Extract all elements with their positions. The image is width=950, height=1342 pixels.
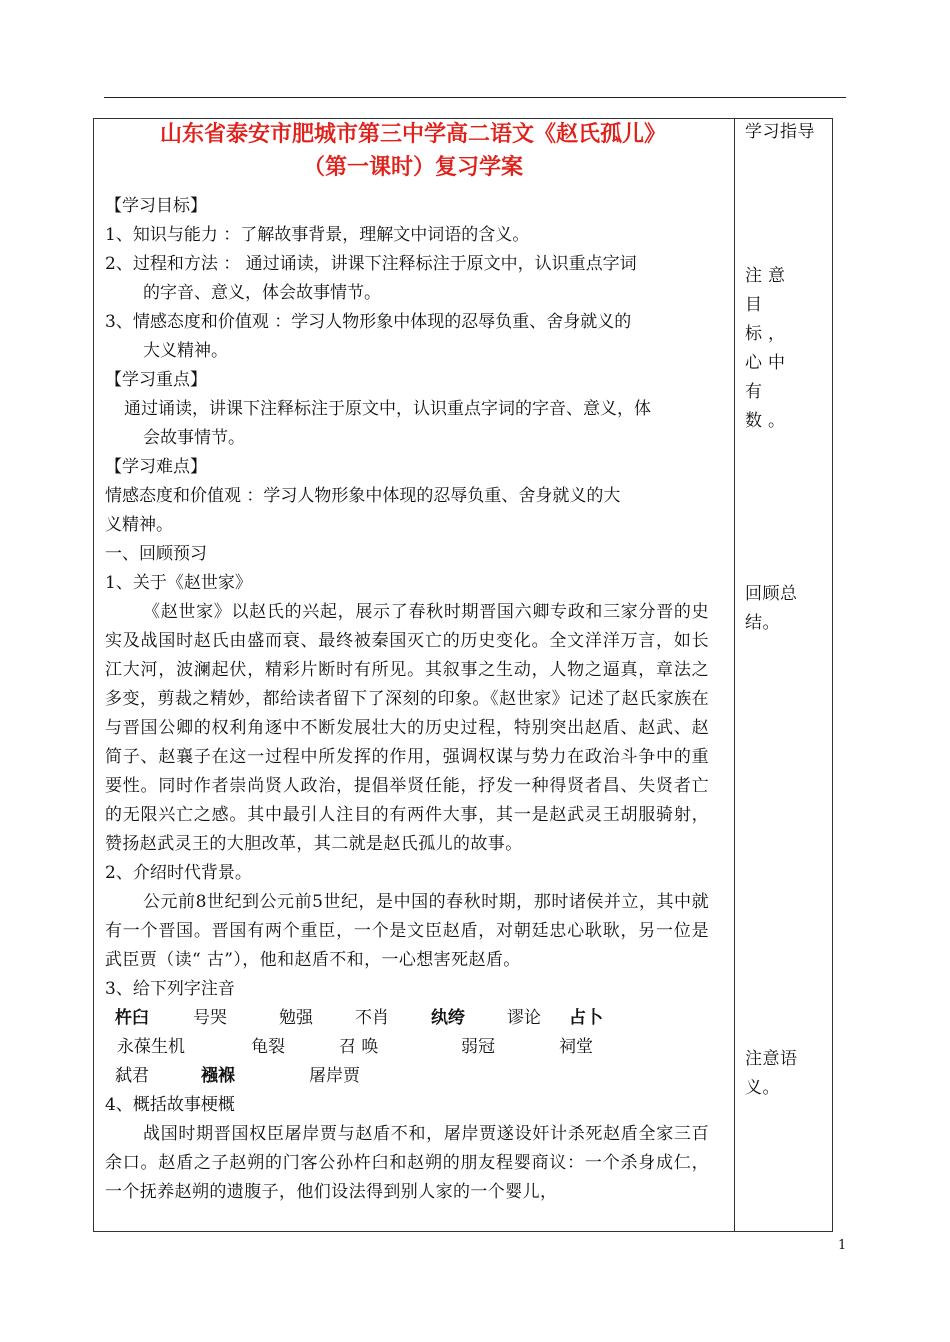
side-note-review: 回顾总结。 — [745, 584, 798, 633]
pinyin-word: 襁褓 — [201, 1066, 235, 1086]
document-title-line1: 山东省泰安市肥城市第三中学高二语文《赵氏孤儿》 — [159, 121, 666, 147]
pinyin-word: 弑君 — [115, 1066, 149, 1086]
pinyin-word: 永葆生机 — [117, 1037, 185, 1057]
item-zhao-family: 1、关于《赵世家》 — [105, 573, 252, 593]
side-note-guide: 学习指导 — [745, 122, 815, 142]
page-number: 1 — [838, 1238, 847, 1253]
goals-header: 【学习目标】 — [105, 196, 207, 216]
pinyin-word: 纨绔 — [431, 1008, 465, 1028]
focus-line2: 会故事情节。 — [143, 428, 245, 448]
pinyin-word: 谬论 — [507, 1008, 541, 1028]
item-background: 2、介绍时代背景。 — [105, 863, 252, 883]
summary-paragraph: 战国时期晋国权臣屠岸贾与赵盾不和，屠岸贾遂设奸计杀死赵盾全家三百余口。赵盾之子赵朔的门客公孙杵臼和赵朔的朋友程婴商议：一个杀身成仁，一个抚养赵朔的遗腹子，他们设法得到别人家的一个婴儿， — [105, 1124, 709, 1202]
pinyin-word: 杵臼 — [115, 1008, 149, 1028]
item-pinyin: 3、给下列字注音 — [105, 979, 235, 999]
document-title-line2: （第一课时）复习学案 — [302, 154, 523, 180]
pinyin-word: 召 唤 — [339, 1037, 379, 1057]
pinyin-row-3 — [105, 1062, 709, 1091]
side-note-goals: 注意目标，心中有数。 — [745, 266, 791, 431]
goal-emotion-line1: 3、情感态度和价值观 ：学习人物形象中体现的忍辱负重、舍身就义的 — [105, 312, 632, 332]
pinyin-word: 祠堂 — [559, 1037, 593, 1057]
pinyin-row-2 — [105, 1033, 709, 1062]
background-paragraph: 公元前8世纪到公元前5世纪，是中国的春秋时期，那时诸侯并立，其中就有一个晋国。晋国有两个重臣，一个是文臣赵盾，对朝廷忠心耿耿，另一位是武臣贾（读“ 古”），他和赵盾不和，一心想害死赵盾。 — [105, 892, 709, 970]
difficulty-line2: 义精神。 — [105, 515, 173, 535]
focus-line1: 通过诵读，讲课下注释标注于原文中，认识重点字词的字音、意义，体 — [124, 399, 651, 419]
pinyin-word: 号哭 — [193, 1008, 227, 1028]
pinyin-word: 占卜 — [569, 1008, 603, 1028]
item-summary: 4、概括故事梗概 — [105, 1095, 235, 1115]
pinyin-word: 不肖 — [355, 1008, 389, 1028]
side-note-meaning: 注意语义。 — [745, 1049, 798, 1098]
document-body — [105, 192, 709, 1207]
pinyin-word: 勉强 — [279, 1008, 313, 1028]
review-header: 一、回顾预习 — [105, 544, 207, 564]
goal-process-line1: 2、过程和方法 ： 通过诵读，讲课下注释标注于原文中，认识重点字词 — [105, 254, 637, 274]
goal-knowledge: 1、知识与能力 ：了解故事背景，理解文中词语的含义。 — [105, 225, 530, 245]
header-rule — [104, 97, 846, 98]
main-column — [105, 118, 709, 1207]
difficulty-header: 【学习难点】 — [105, 457, 207, 477]
focus-header: 【学习重点】 — [105, 370, 207, 390]
goal-process-line2: 的字音、意义，体会故事情节。 — [143, 283, 381, 303]
pinyin-word: 龟裂 — [251, 1037, 285, 1057]
difficulty-line1: 情感态度和价值观 ：学习人物形象中体现的忍辱负重、舍身就义的大 — [105, 486, 621, 506]
column-divider — [734, 118, 735, 1232]
pinyin-row-1 — [105, 1004, 709, 1033]
goal-emotion-line2: 大义精神。 — [143, 341, 228, 361]
pinyin-word: 弱冠 — [461, 1037, 495, 1057]
zhao-family-paragraph: 《赵世家》以赵氏的兴起，展示了春秋时期晋国六卿专政和三家分晋的史实及战国时赵氏由盛而衰、最终被秦国灭亡的历史变化。全文洋洋万言，如长江大河，波澜起伏，精彩片断时有所见。其叙事之生动，人物之逼真，章法之多变，剪裁之精妙，都给读者留下了深刻的印象。《赵世家》记述了赵氏家族在与晋国公卿的权利角逐中不断发展壮大的历史过程，特别突出赵盾、赵武、赵简子、赵襄子在这一过程中所发挥的作用，强调权谋与势力在政治斗争中的重要性。同时作者崇尚贤人政治，提倡举贤任能，抒发一种得贤者昌、失贤者亡的无限兴亡之感。其中最引人注目的有两件大事，其一是赵武灵王胡服骑射，赞扬赵武灵王的大胆改革，其二就是赵氏孤儿的故事。 — [105, 602, 709, 854]
pinyin-word: 屠岸贾 — [309, 1066, 360, 1086]
